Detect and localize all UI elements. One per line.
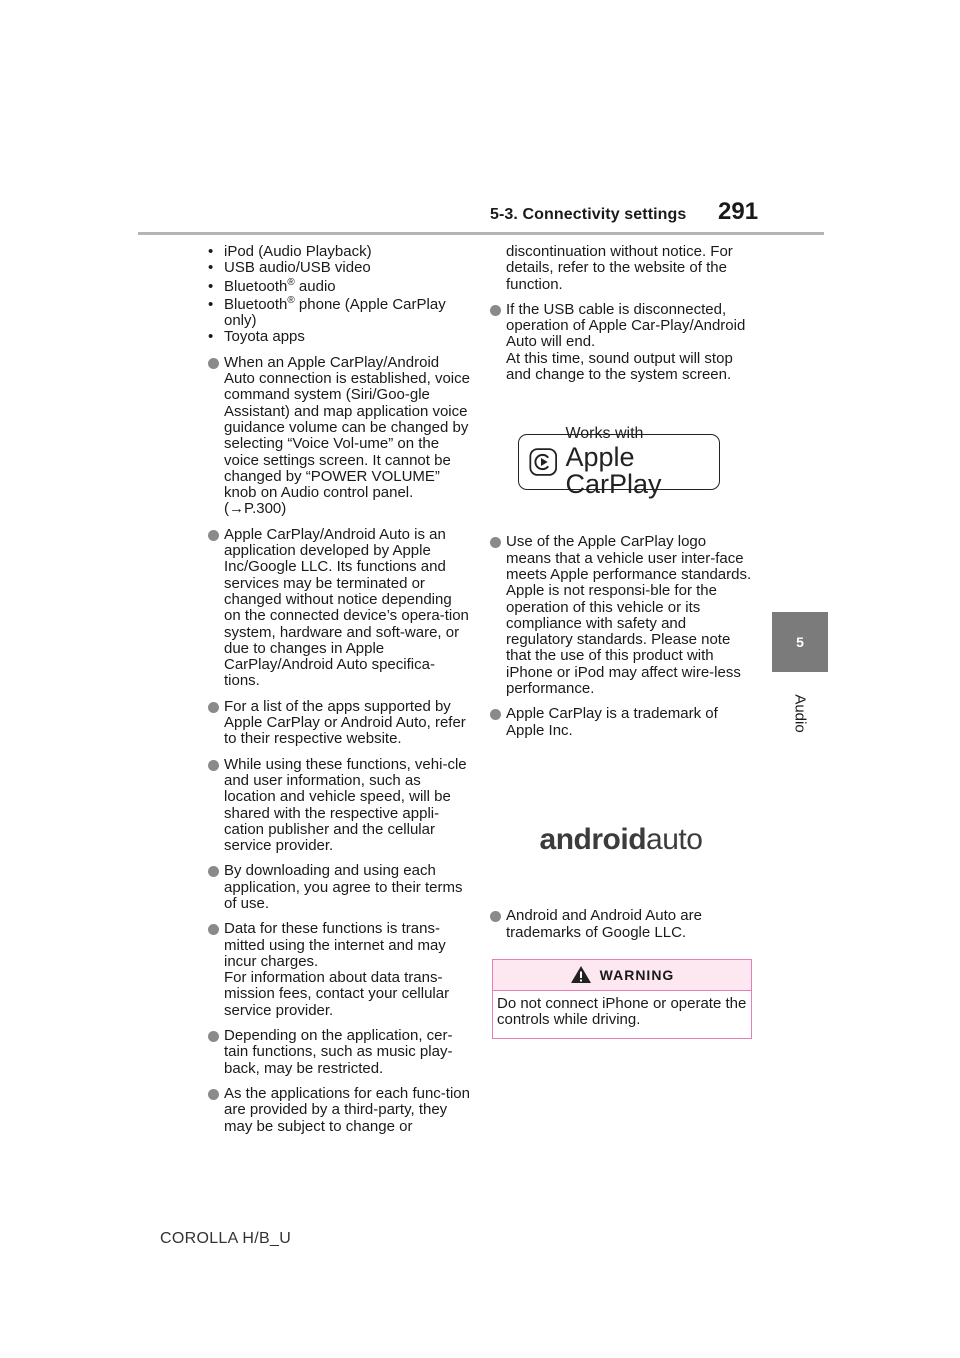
note-continuation: discontinuation without notice. For details, refer to the website of the function. [506,243,733,293]
carplay-logo [518,425,720,500]
chapter-label: Audio [791,694,809,733]
warning-text: Do not connect iPhone or operate the controls while driving. [497,994,747,1029]
android-auto-logo [539,822,703,856]
bullet-dot-icon [208,702,219,713]
note-continuation: At this time, sound output will stop and change to the system screen. [506,349,733,384]
list-item: • Bluetooth® phone (Apple CarPlay only) [208,294,446,330]
bullet-list [208,244,470,346]
carplay-logo-text [565,426,719,498]
warning-triangle-icon [570,965,592,984]
note-item: Apple CarPlay/Android Auto is an application developed by Apple Inc/Google LLC. Its functions and services may be terminated or changed without notice depending on the connected device’s opera-tion system, hardware and soft-ware, or due to changes in Apple CarPlay/Android Auto specifica-tions. [208,527,470,690]
note-item: Android and Android Auto are trademarks of Google LLC. [490,908,752,941]
bullet-dot-icon [490,537,501,548]
bullet-dot-icon [490,305,501,316]
note-item: As the applications for each func-tion are provided by a third-party, they may be subject to change or [208,1086,470,1135]
list-item: • Bluetooth® audio [208,276,336,295]
warning-box [492,959,752,1040]
footer-model: COROLLA H/B_U [160,1230,292,1247]
left-column [208,244,470,1144]
warning-header [493,960,751,991]
android-logo-area [490,748,752,908]
note-item: By downloading and using each application, you agree to their terms of use. [208,863,470,912]
note-item: While using these functions, vehi-cle and user information, such as location and vehicle speed, will be shared with the respective appli-cation publisher and the cellular service provider. [208,757,470,855]
list-item: • Toyota apps [208,328,305,346]
note-item: If the USB cable is disconnected, operation of Apple Car-Play/Android Auto will end. [490,302,752,351]
warning-title: WARNING [599,966,675,983]
carplay-logo-line1: Works with [565,425,644,443]
bullet-dot-icon [208,358,219,369]
chapter-number: 5 [796,634,804,650]
bullet-dot-icon [208,924,219,935]
bullet-dot-icon [208,760,219,771]
bullet-dot-icon [490,911,501,922]
bullet-dot-icon [208,530,219,541]
right-column [490,244,752,1039]
android-logo-light: auto [646,822,703,856]
note-item: Use of the Apple CarPlay logo means that a vehicle user inter-face meets Apple performance standards. Apple is not responsi-ble for the operation of this vehicle or its compliance with safety and regulatory standards. Please note that the use of this product with iPhone or iPod may affect wire-less performance. [490,534,752,697]
bullet-dot-icon [208,1031,219,1042]
note-item: Apple CarPlay is a trademark of Apple Inc. [490,706,752,739]
note-continuation: For information about data trans-mission fees, contact your cellular service provider. [224,969,450,1019]
page-number: 291 [718,198,759,225]
note-item: When an Apple CarPlay/Android Auto connection is established, voice command system (Siri/Goo-gle Assistant) and map application voice guidance volume can be changed by selecting “Voice Vol-ume” on the voice settings screen. It cannot be changed by “POWER VOLUME” knob on Audio control panel.(→P.300) [208,355,470,518]
carplay-play-icon [529,446,557,478]
carplay-logo-line2: Apple CarPlay [565,442,662,500]
bullet-dot-icon [208,1089,219,1100]
section-title: 5-3. Connectivity settings [490,206,687,223]
carplay-logo-area [490,392,752,500]
bullet-dot-icon [490,709,501,720]
header-rule [138,232,824,235]
note-item: Data for these functions is trans-mitted using the internet and may incur charges. [208,921,470,970]
chapter-tab[interactable] [772,612,828,672]
bullet-dot-icon [208,866,219,877]
android-logo-bold: android [539,822,647,856]
list-item: • USB audio/USB video [208,259,371,277]
note-item: For a list of the apps supported by Apple CarPlay or Android Auto, refer to their respective website. [208,699,470,748]
note-item: Depending on the application, cer-tain functions, such as music play-back, may be restricted. [208,1028,470,1077]
list-item: • iPod (Audio Playback) [208,243,372,260]
